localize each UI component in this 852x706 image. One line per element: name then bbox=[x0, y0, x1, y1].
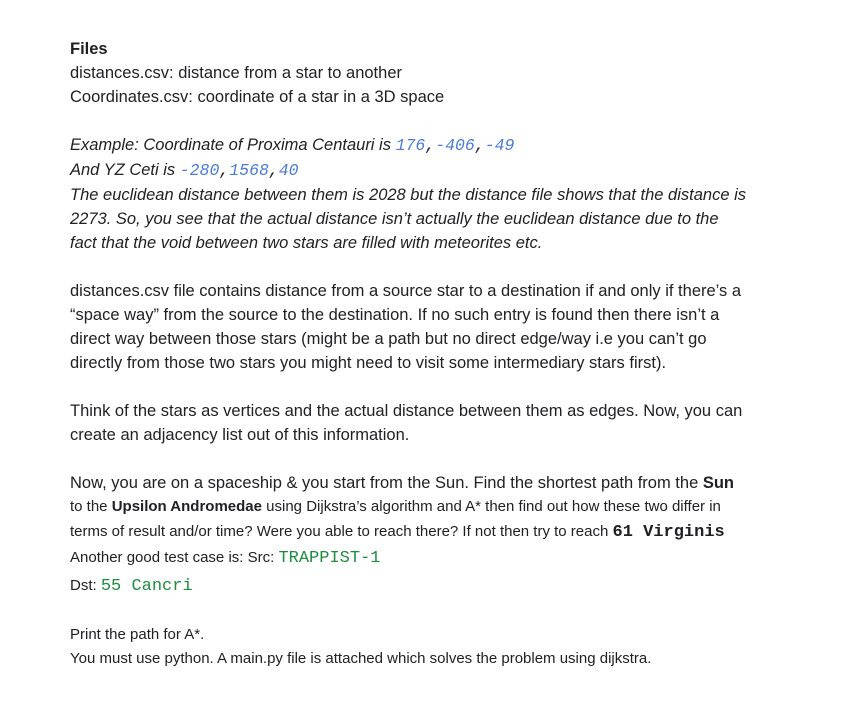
task-line-1 bbox=[70, 471, 830, 495]
task-line-5-text: Dst: bbox=[70, 577, 101, 594]
files-heading: Files bbox=[70, 40, 108, 58]
example-explanation-1: The euclidean distance between them is 2028 but the distance file shows that the distance is bbox=[70, 186, 747, 204]
coord-yzceti-y: 1568 bbox=[229, 161, 269, 180]
task-line-2-prefix: to the bbox=[70, 498, 112, 515]
task-upsilon-andromedae: Upsilon Andromedae bbox=[111, 498, 262, 515]
example-prefix-yzceti: And YZ Ceti is bbox=[70, 161, 180, 179]
distances-para-2: “space way” from the source to the destination. If no such entry is found then there isn’t a bbox=[70, 306, 720, 324]
distances-para-1: distances.csv file contains distance from a source star to a destination if and only if there’s a bbox=[70, 282, 742, 300]
task-61-virginis: 61 Virginis bbox=[612, 523, 725, 542]
coord-proxima-y: -406 bbox=[435, 136, 475, 155]
task-src-trappist: TRAPPIST-1 bbox=[278, 549, 381, 568]
files-line-coordinates: Coordinates.csv: coordinate of a star in a 3D space bbox=[70, 88, 445, 106]
comma: , bbox=[425, 136, 436, 155]
example-explanation-3: fact that the void between two stars are filled with meteorites etc. bbox=[70, 234, 543, 252]
comma: , bbox=[474, 136, 485, 155]
task-dst-55-cancri: 55 Cancri bbox=[100, 577, 193, 596]
task-line-3-text: terms of result and/or time? Were you able to reach there? If not then try to reach bbox=[70, 523, 613, 540]
task-line-3 bbox=[70, 519, 830, 545]
closing-line-2: You must use python. A main.py file is attached which solves the problem using dijkstra. bbox=[70, 650, 652, 667]
task-sun: Sun bbox=[702, 474, 735, 492]
task-line-1-text: Now, you are on a spaceship & you start from the Sun. Find the shortest path from the bbox=[70, 474, 703, 492]
coord-proxima-x: 176 bbox=[395, 136, 426, 155]
coord-yzceti-z: 40 bbox=[278, 161, 299, 180]
example-line-yzceti bbox=[70, 158, 830, 183]
graph-para-2: create an adjacency list out of this information. bbox=[70, 426, 410, 444]
document-body bbox=[70, 37, 830, 671]
closing-line-1: Print the path for A*. bbox=[70, 626, 205, 643]
comma: , bbox=[219, 161, 230, 180]
distances-para-3: direct way between those stars (might be a path but no direct edge/way i.e you can’t go bbox=[70, 330, 707, 348]
task-line-4-text: Another good test case is: Src: bbox=[70, 549, 279, 566]
example-line-proxima bbox=[70, 133, 830, 158]
coord-proxima-z: -49 bbox=[484, 136, 515, 155]
task-line-2 bbox=[70, 495, 830, 519]
task-line-2-suffix: using Dijkstra’s algorithm and A* then find out how these two differ in bbox=[262, 498, 721, 515]
graph-para-1: Think of the stars as vertices and the actual distance between them as edges. Now, you can bbox=[70, 402, 743, 420]
coord-yzceti-x: -280 bbox=[179, 161, 220, 180]
task-line-4 bbox=[70, 545, 830, 572]
files-line-distances: distances.csv: distance from a star to another bbox=[70, 64, 402, 82]
task-line-5 bbox=[70, 572, 830, 601]
distances-para-4: directly from those two stars you might need to visit some intermediary stars first). bbox=[70, 354, 667, 372]
example-prefix-proxima: Example: Coordinate of Proxima Centauri is bbox=[70, 136, 396, 154]
comma: , bbox=[268, 161, 279, 180]
example-explanation-2: 2273. So, you see that the actual distance isn’t actually the euclidean distance due to the bbox=[70, 210, 719, 228]
